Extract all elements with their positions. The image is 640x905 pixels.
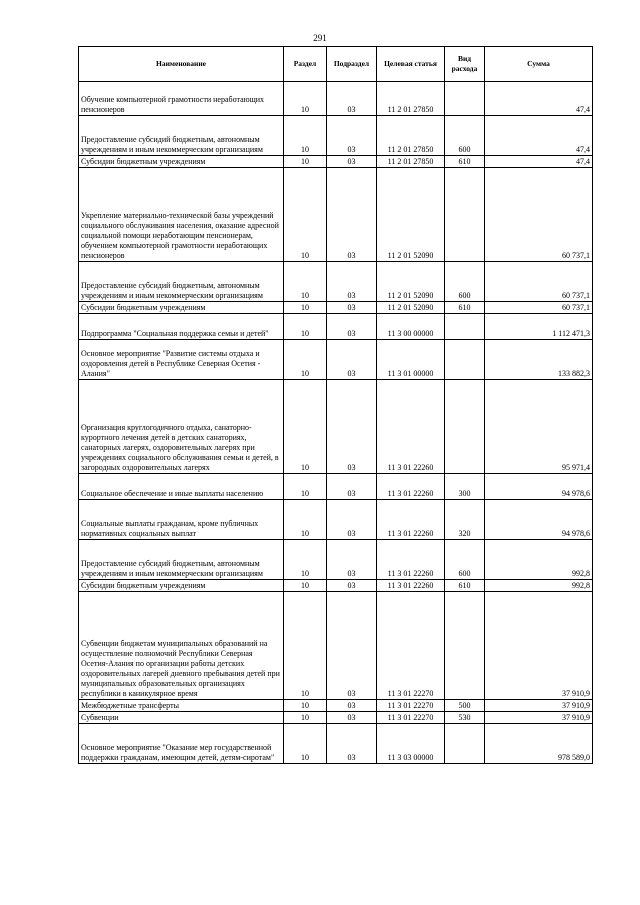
cell-sum: 992,8 (485, 580, 593, 592)
cell-kind: 600 (445, 262, 485, 302)
cell-article: 11 3 01 22270 (377, 592, 445, 700)
cell-name: Межбюджетные трансферты (79, 700, 284, 712)
cell-kind: 300 (445, 474, 485, 500)
header-article: Целевая статья (377, 47, 445, 82)
cell-section: 10 (284, 712, 327, 724)
cell-sum: 992,8 (485, 540, 593, 580)
cell-name: Основное мероприятие "Оказание мер государственной поддержки гражданам, имеющим детей, детям-сиротам" (79, 724, 284, 764)
cell-section: 10 (284, 500, 327, 540)
cell-section: 10 (284, 82, 327, 116)
cell-section: 10 (284, 700, 327, 712)
cell-kind: 610 (445, 302, 485, 314)
cell-sum: 60 737,1 (485, 168, 593, 262)
cell-kind (445, 168, 485, 262)
table-row (79, 500, 593, 540)
cell-subsection: 03 (327, 540, 377, 580)
cell-subsection: 03 (327, 314, 377, 340)
cell-section: 10 (284, 474, 327, 500)
cell-name: Подпрограмма "Социальная поддержка семьи и детей" (79, 314, 284, 340)
table-row (79, 314, 593, 340)
cell-kind: 530 (445, 712, 485, 724)
cell-section: 10 (284, 580, 327, 592)
cell-name: Субвенции бюджетам муниципальных образований на осуществление полномочий Республики Северная Осетия-Алания по организации работы детских оздоровительных лагерей дневного пребывания детей при муниципальных образовательных организациях республики в каникулярное время (79, 592, 284, 700)
table-row (79, 474, 593, 500)
cell-article: 11 2 01 52090 (377, 168, 445, 262)
cell-subsection: 03 (327, 592, 377, 700)
cell-kind: 600 (445, 540, 485, 580)
cell-article: 11 3 01 22260 (377, 474, 445, 500)
table-row (79, 540, 593, 580)
cell-subsection: 03 (327, 380, 377, 474)
table-header-row (79, 47, 593, 82)
header-sum: Сумма (485, 47, 593, 82)
cell-kind (445, 314, 485, 340)
cell-name: Субсидии бюджетным учреждениям (79, 156, 284, 168)
cell-section: 10 (284, 168, 327, 262)
cell-sum: 37 910,9 (485, 700, 593, 712)
cell-section: 10 (284, 302, 327, 314)
cell-section: 10 (284, 724, 327, 764)
cell-article: 11 3 01 22270 (377, 700, 445, 712)
cell-article: 11 3 01 22260 (377, 540, 445, 580)
cell-kind: 500 (445, 700, 485, 712)
table-body (79, 82, 593, 764)
cell-sum: 47,4 (485, 116, 593, 156)
cell-name: Предоставление субсидий бюджетным, автономным учреждениям и иным некоммерческим организациям (79, 540, 284, 580)
cell-article: 11 3 01 22260 (377, 380, 445, 474)
cell-kind (445, 82, 485, 116)
cell-sum: 978 589,0 (485, 724, 593, 764)
cell-sum: 60 737,1 (485, 302, 593, 314)
cell-subsection: 03 (327, 302, 377, 314)
cell-sum: 37 910,9 (485, 592, 593, 700)
cell-name: Социальное обеспечение и иные выплаты населению (79, 474, 284, 500)
table-row (79, 712, 593, 724)
cell-kind (445, 592, 485, 700)
cell-name: Обучение компьютерной грамотности неработающих пенсионеров (79, 82, 284, 116)
cell-article: 11 2 01 27850 (377, 82, 445, 116)
cell-name: Субвенции (79, 712, 284, 724)
header-section: Раздел (284, 47, 327, 82)
budget-table (78, 46, 593, 764)
cell-section: 10 (284, 340, 327, 380)
cell-article: 11 3 01 22260 (377, 580, 445, 592)
table-row (79, 724, 593, 764)
cell-section: 10 (284, 540, 327, 580)
cell-kind (445, 340, 485, 380)
cell-name: Организация круглогодичного отдыха, санаторно-курортного лечения детей в детских санаториях, санаторных лагерях, оздоровительных лагерях при учреждениях социального обслуживания семьи и детей, в загородных оздоровительных лагерях (79, 380, 284, 474)
cell-kind (445, 380, 485, 474)
cell-name: Предоставление субсидий бюджетным, автономным учреждениям и иным некоммерческим организациям (79, 262, 284, 302)
table-row (79, 116, 593, 156)
cell-subsection: 03 (327, 500, 377, 540)
cell-kind (445, 724, 485, 764)
cell-subsection: 03 (327, 580, 377, 592)
cell-subsection: 03 (327, 156, 377, 168)
cell-sum: 47,4 (485, 156, 593, 168)
cell-sum: 47,4 (485, 82, 593, 116)
table-row (79, 156, 593, 168)
cell-sum: 94 978,6 (485, 474, 593, 500)
cell-subsection: 03 (327, 116, 377, 156)
cell-sum: 60 737,1 (485, 262, 593, 302)
header-kind: Вид расхода (445, 47, 485, 82)
cell-sum: 94 978,6 (485, 500, 593, 540)
table-row (79, 580, 593, 592)
table-row (79, 592, 593, 700)
table-row (79, 340, 593, 380)
cell-subsection: 03 (327, 340, 377, 380)
cell-name: Основное мероприятие "Развитие системы отдыха и оздоровления детей в Республике Северная Осетия - Алания" (79, 340, 284, 380)
cell-article: 11 3 01 22260 (377, 500, 445, 540)
cell-sum: 133 882,3 (485, 340, 593, 380)
cell-name: Предоставление субсидий бюджетным, автономным учреждениям и иным некоммерческим организациям (79, 116, 284, 156)
cell-article: 11 2 01 27850 (377, 116, 445, 156)
cell-subsection: 03 (327, 700, 377, 712)
cell-name: Укрепление материально-технической базы учреждений социального обслуживания населения, оказание адресной социальной помощи неработающим пенсионерам, обучением компьютерной грамотности неработающих пенсионеров (79, 168, 284, 262)
cell-name: Субсидии бюджетным учреждениям (79, 580, 284, 592)
cell-article: 11 2 01 27850 (377, 156, 445, 168)
cell-sum: 95 971,4 (485, 380, 593, 474)
cell-kind: 610 (445, 156, 485, 168)
cell-subsection: 03 (327, 712, 377, 724)
cell-subsection: 03 (327, 262, 377, 302)
cell-section: 10 (284, 116, 327, 156)
cell-section: 10 (284, 314, 327, 340)
table-row (79, 380, 593, 474)
cell-article: 11 3 01 00000 (377, 340, 445, 380)
cell-kind: 320 (445, 500, 485, 540)
table-row (79, 82, 593, 116)
cell-sum: 1 112 471,3 (485, 314, 593, 340)
cell-subsection: 03 (327, 168, 377, 262)
cell-sum: 37 910,9 (485, 712, 593, 724)
cell-section: 10 (284, 592, 327, 700)
table-row (79, 168, 593, 262)
cell-subsection: 03 (327, 474, 377, 500)
header-subsection: Подраздел (327, 47, 377, 82)
cell-section: 10 (284, 262, 327, 302)
cell-subsection: 03 (327, 724, 377, 764)
cell-subsection: 03 (327, 82, 377, 116)
table-row (79, 302, 593, 314)
cell-kind: 600 (445, 116, 485, 156)
cell-article: 11 2 01 52090 (377, 302, 445, 314)
cell-article: 11 3 00 00000 (377, 314, 445, 340)
table-row (79, 262, 593, 302)
cell-name: Социальные выплаты гражданам, кроме публичных нормативных социальных выплат (79, 500, 284, 540)
cell-section: 10 (284, 156, 327, 168)
cell-article: 11 3 01 22270 (377, 712, 445, 724)
page-number: 291 (313, 33, 327, 43)
header-name: Наименование (79, 47, 284, 82)
cell-kind: 610 (445, 580, 485, 592)
cell-name: Субсидии бюджетным учреждениям (79, 302, 284, 314)
table-row (79, 700, 593, 712)
cell-article: 11 2 01 52090 (377, 262, 445, 302)
cell-section: 10 (284, 380, 327, 474)
cell-article: 11 3 03 00000 (377, 724, 445, 764)
